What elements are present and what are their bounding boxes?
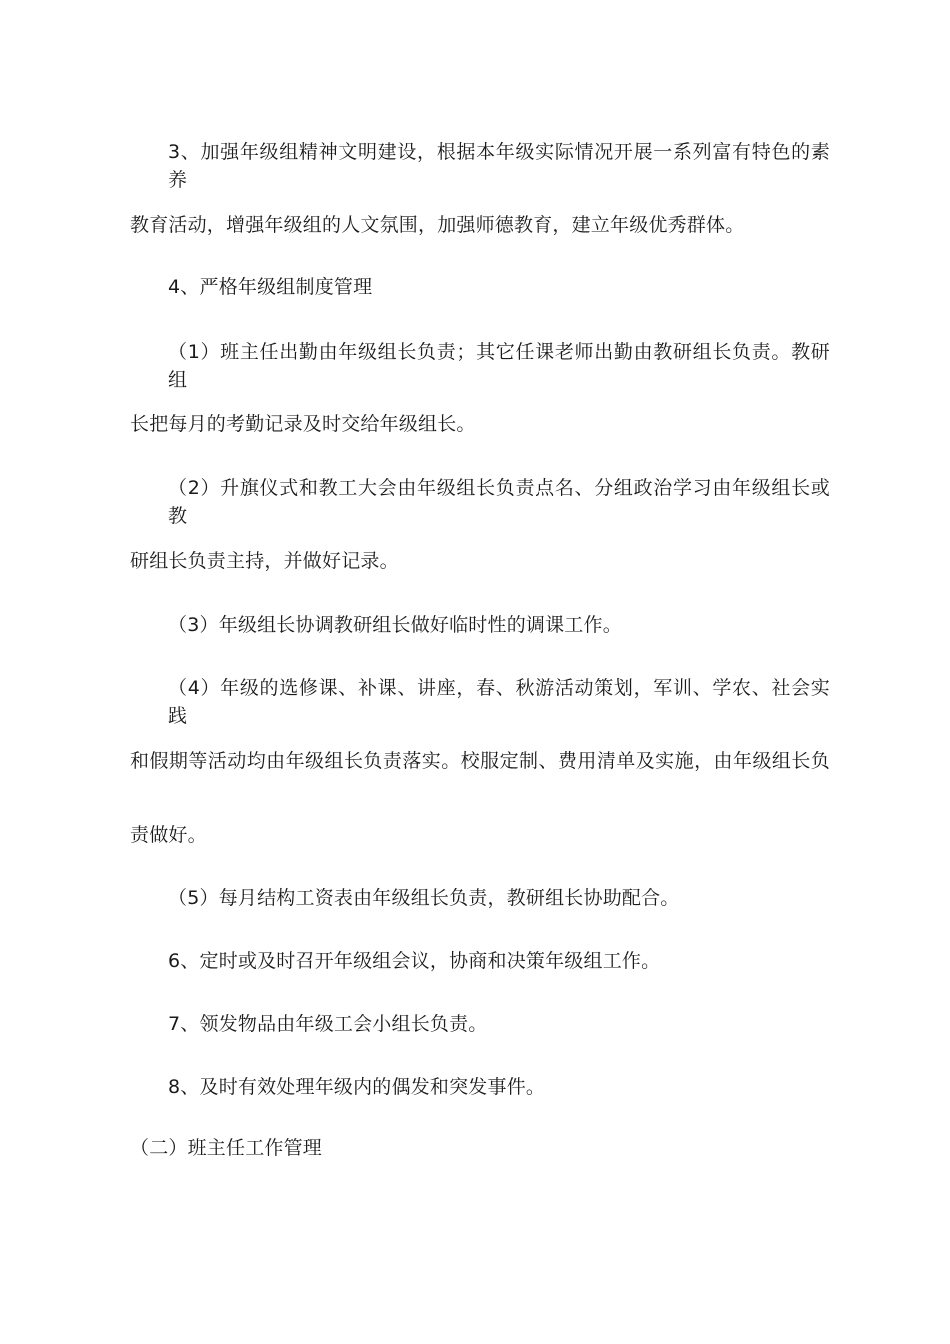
heading-item-4: 4、严格年级组制度管理 bbox=[168, 276, 373, 298]
item-1-line-2: 长把每月的考勤记录及时交给年级组长。 bbox=[130, 413, 476, 435]
paragraph-3-line-2: 教育活动，增强年级组的人文氛围，加强师德教育，建立年级优秀群体。 bbox=[130, 214, 745, 236]
item-2-line-1: （2）升旗仪式和教工大会由年级组长负责点名、分组政治学习由年级组长或教 bbox=[168, 477, 830, 527]
paragraph-3-line-1: 3、加强年级组精神文明建设，根据本年级实际情况开展一系列富有特色的素养 bbox=[168, 141, 830, 191]
item-3: （3）年级组长协调教研组长做好临时性的调课工作。 bbox=[168, 614, 622, 636]
item-1-line-1: （1）班主任出勤由年级组长负责；其它任课老师出勤由教研组长负责。教研组 bbox=[168, 341, 830, 391]
item-2-line-2: 研组长负责主持，并做好记录。 bbox=[130, 550, 399, 572]
item-4-line-3: 责做好。 bbox=[130, 824, 207, 846]
item-7: 7、领发物品由年级工会小组长负责。 bbox=[168, 1013, 488, 1035]
item-5: （5）每月结构工资表由年级组长负责，教研组长协助配合。 bbox=[168, 887, 680, 909]
item-4-line-2: 和假期等活动均由年级组长负责落实。校服定制、费用清单及实施，由年级组长负 bbox=[130, 750, 830, 772]
item-4-line-1: （4）年级的选修课、补课、讲座，春、秋游活动策划，军训、学农、社会实践 bbox=[168, 677, 830, 727]
item-8: 8、及时有效处理年级内的偶发和突发事件。 bbox=[168, 1076, 546, 1098]
section-heading-class-teacher: （二）班主任工作管理 bbox=[130, 1137, 323, 1159]
item-6: 6、定时或及时召开年级组会议，协商和决策年级组工作。 bbox=[168, 950, 661, 972]
